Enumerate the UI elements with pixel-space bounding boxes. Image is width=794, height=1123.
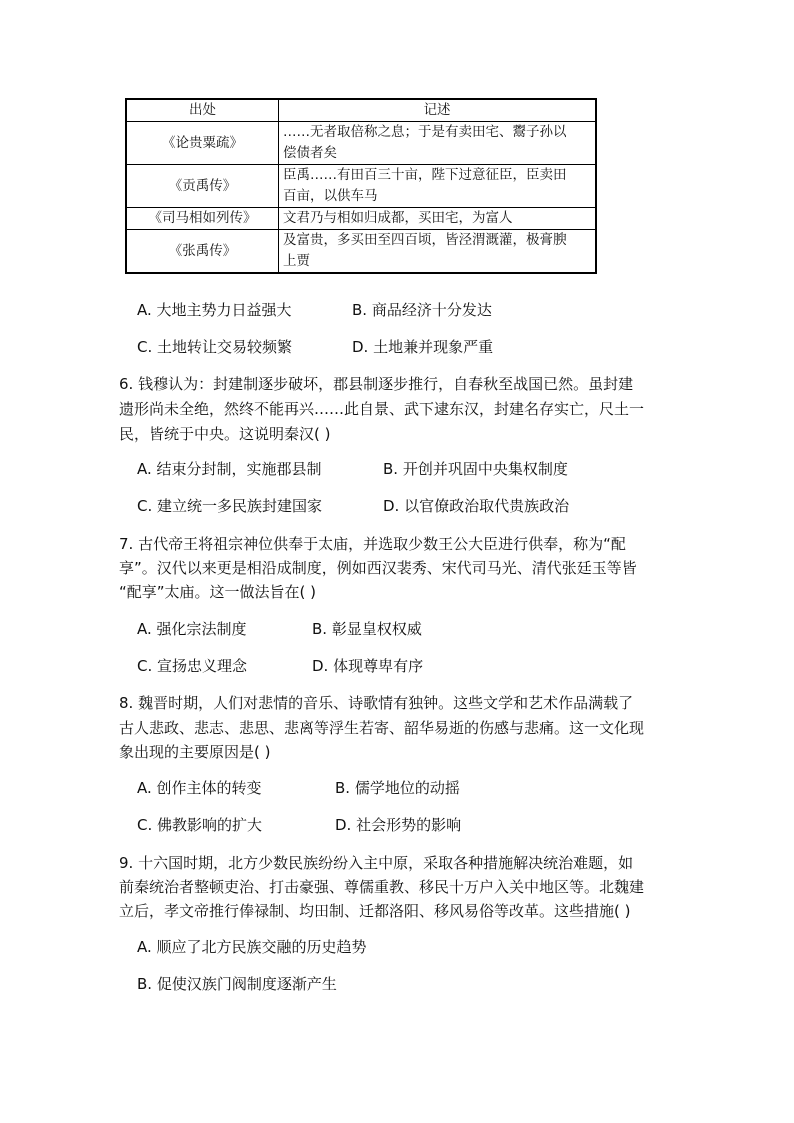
- q9-stem: 立后，孝文帝推行俸禄制、均田制、迁都洛阳、移风易俗等改革。这些措施( ): [119, 902, 631, 920]
- q9-option-b[interactable]: B. 促使汉族门阀制度逐渐产生: [137, 975, 337, 993]
- source-table: [125, 98, 597, 274]
- q6-stem: 6. 钱穆认为：封建制逐步破坏，郡县制逐步推行，自春秋至战国已然。虽封建: [119, 375, 634, 393]
- q6-option-b[interactable]: B. 开创并巩固中央集权制度: [383, 460, 568, 478]
- table-cell-source: 《司马相如列传》: [126, 208, 279, 230]
- table-header: 出处: [126, 99, 279, 122]
- q7-stem: “配享”太庙。这一做法旨在( ): [119, 583, 317, 601]
- q7-stem: 享”。汉代以来更是相沿成制度，例如西汉裴秀、宋代司马光、清代张廷玉等皆: [119, 559, 637, 577]
- q7-option-c[interactable]: C. 宣扬忠义理念: [137, 657, 248, 675]
- table-header: 记述: [279, 99, 597, 122]
- table-cell-text: 及富贵，多买田至四百顷，皆泾渭溉灌，极膏腴 上贾: [279, 230, 597, 274]
- table-cell-text: 臣禹……有田百三十亩，陛下过意征臣，臣卖田 百亩，以供车马: [279, 165, 597, 208]
- q5-option-b[interactable]: B. 商品经济十分发达: [352, 301, 492, 319]
- table-row: [126, 165, 596, 208]
- q6-option-a[interactable]: A. 结束分封制，实施郡县制: [137, 460, 322, 478]
- q9-option-a[interactable]: A. 顺应了北方民族交融的历史趋势: [137, 938, 367, 956]
- table-cell-text: ……无者取倍称之息；于是有卖田宅、鬻子孙以 偿债者矣: [279, 122, 597, 165]
- table-cell-source: 《贡禹传》: [126, 165, 279, 208]
- table-cell-text: 文君乃与相如归成都，买田宅，为富人: [279, 208, 597, 230]
- q6-stem: 遗形尚未全绝，然终不能再兴……此自景、武下逮东汉，封建名存实亡，尺土一: [119, 400, 645, 418]
- table-cell-source: 《张禹传》: [126, 230, 279, 274]
- q6-option-d[interactable]: D. 以官僚政治取代贵族政治: [383, 497, 570, 515]
- q8-stem: 8. 魏晋时期，人们对悲情的音乐、诗歌情有独钟。这些文学和艺术作品满载了: [119, 694, 634, 712]
- table-cell-source: 《论贵粟疏》: [126, 122, 279, 165]
- q6-option-c[interactable]: C. 建立统一多民族封建国家: [137, 497, 323, 515]
- q5-option-a[interactable]: A. 大地主势力日益强大: [137, 301, 292, 319]
- q6-stem: 民，皆统于中央。这说明秦汉( ): [119, 425, 331, 443]
- table-header-row: [126, 99, 596, 122]
- q5-option-c[interactable]: C. 土地转让交易较频繁: [137, 338, 293, 356]
- q7-option-a[interactable]: A. 强化宗法制度: [137, 620, 247, 638]
- q9-stem: 9. 十六国时期，北方少数民族纷纷入主中原，采取各种措施解决统治难题，如: [119, 854, 634, 872]
- table-row: [126, 208, 596, 230]
- q8-option-b[interactable]: B. 儒学地位的动摇: [335, 779, 460, 797]
- q8-stem: 古人悲政、悲志、悲思、悲离等浮生若寄、韶华易逝的伤感与悲痛。这一文化现: [119, 719, 645, 737]
- q7-stem: 7. 古代帝王将祖宗神位供奉于太庙，并选取少数王公大臣进行供奉，称为“配: [119, 535, 626, 553]
- table-row: [126, 122, 596, 165]
- q9-stem: 前秦统治者整顿吏治、打击豪强、尊儒重教、移民十万户入关中地区等。北魏建: [119, 878, 645, 896]
- q8-option-a[interactable]: A. 创作主体的转变: [137, 779, 262, 797]
- q8-option-d[interactable]: D. 社会形势的影响: [335, 816, 462, 834]
- q8-stem: 象出现的主要原因是( ): [119, 743, 271, 761]
- q8-option-c[interactable]: C. 佛教影响的扩大: [137, 816, 263, 834]
- q7-option-b[interactable]: B. 彰显皇权权威: [312, 620, 422, 638]
- table-row: [126, 230, 596, 274]
- q5-option-d[interactable]: D. 土地兼并现象严重: [352, 338, 494, 356]
- q7-option-d[interactable]: D. 体现尊卑有序: [312, 657, 424, 675]
